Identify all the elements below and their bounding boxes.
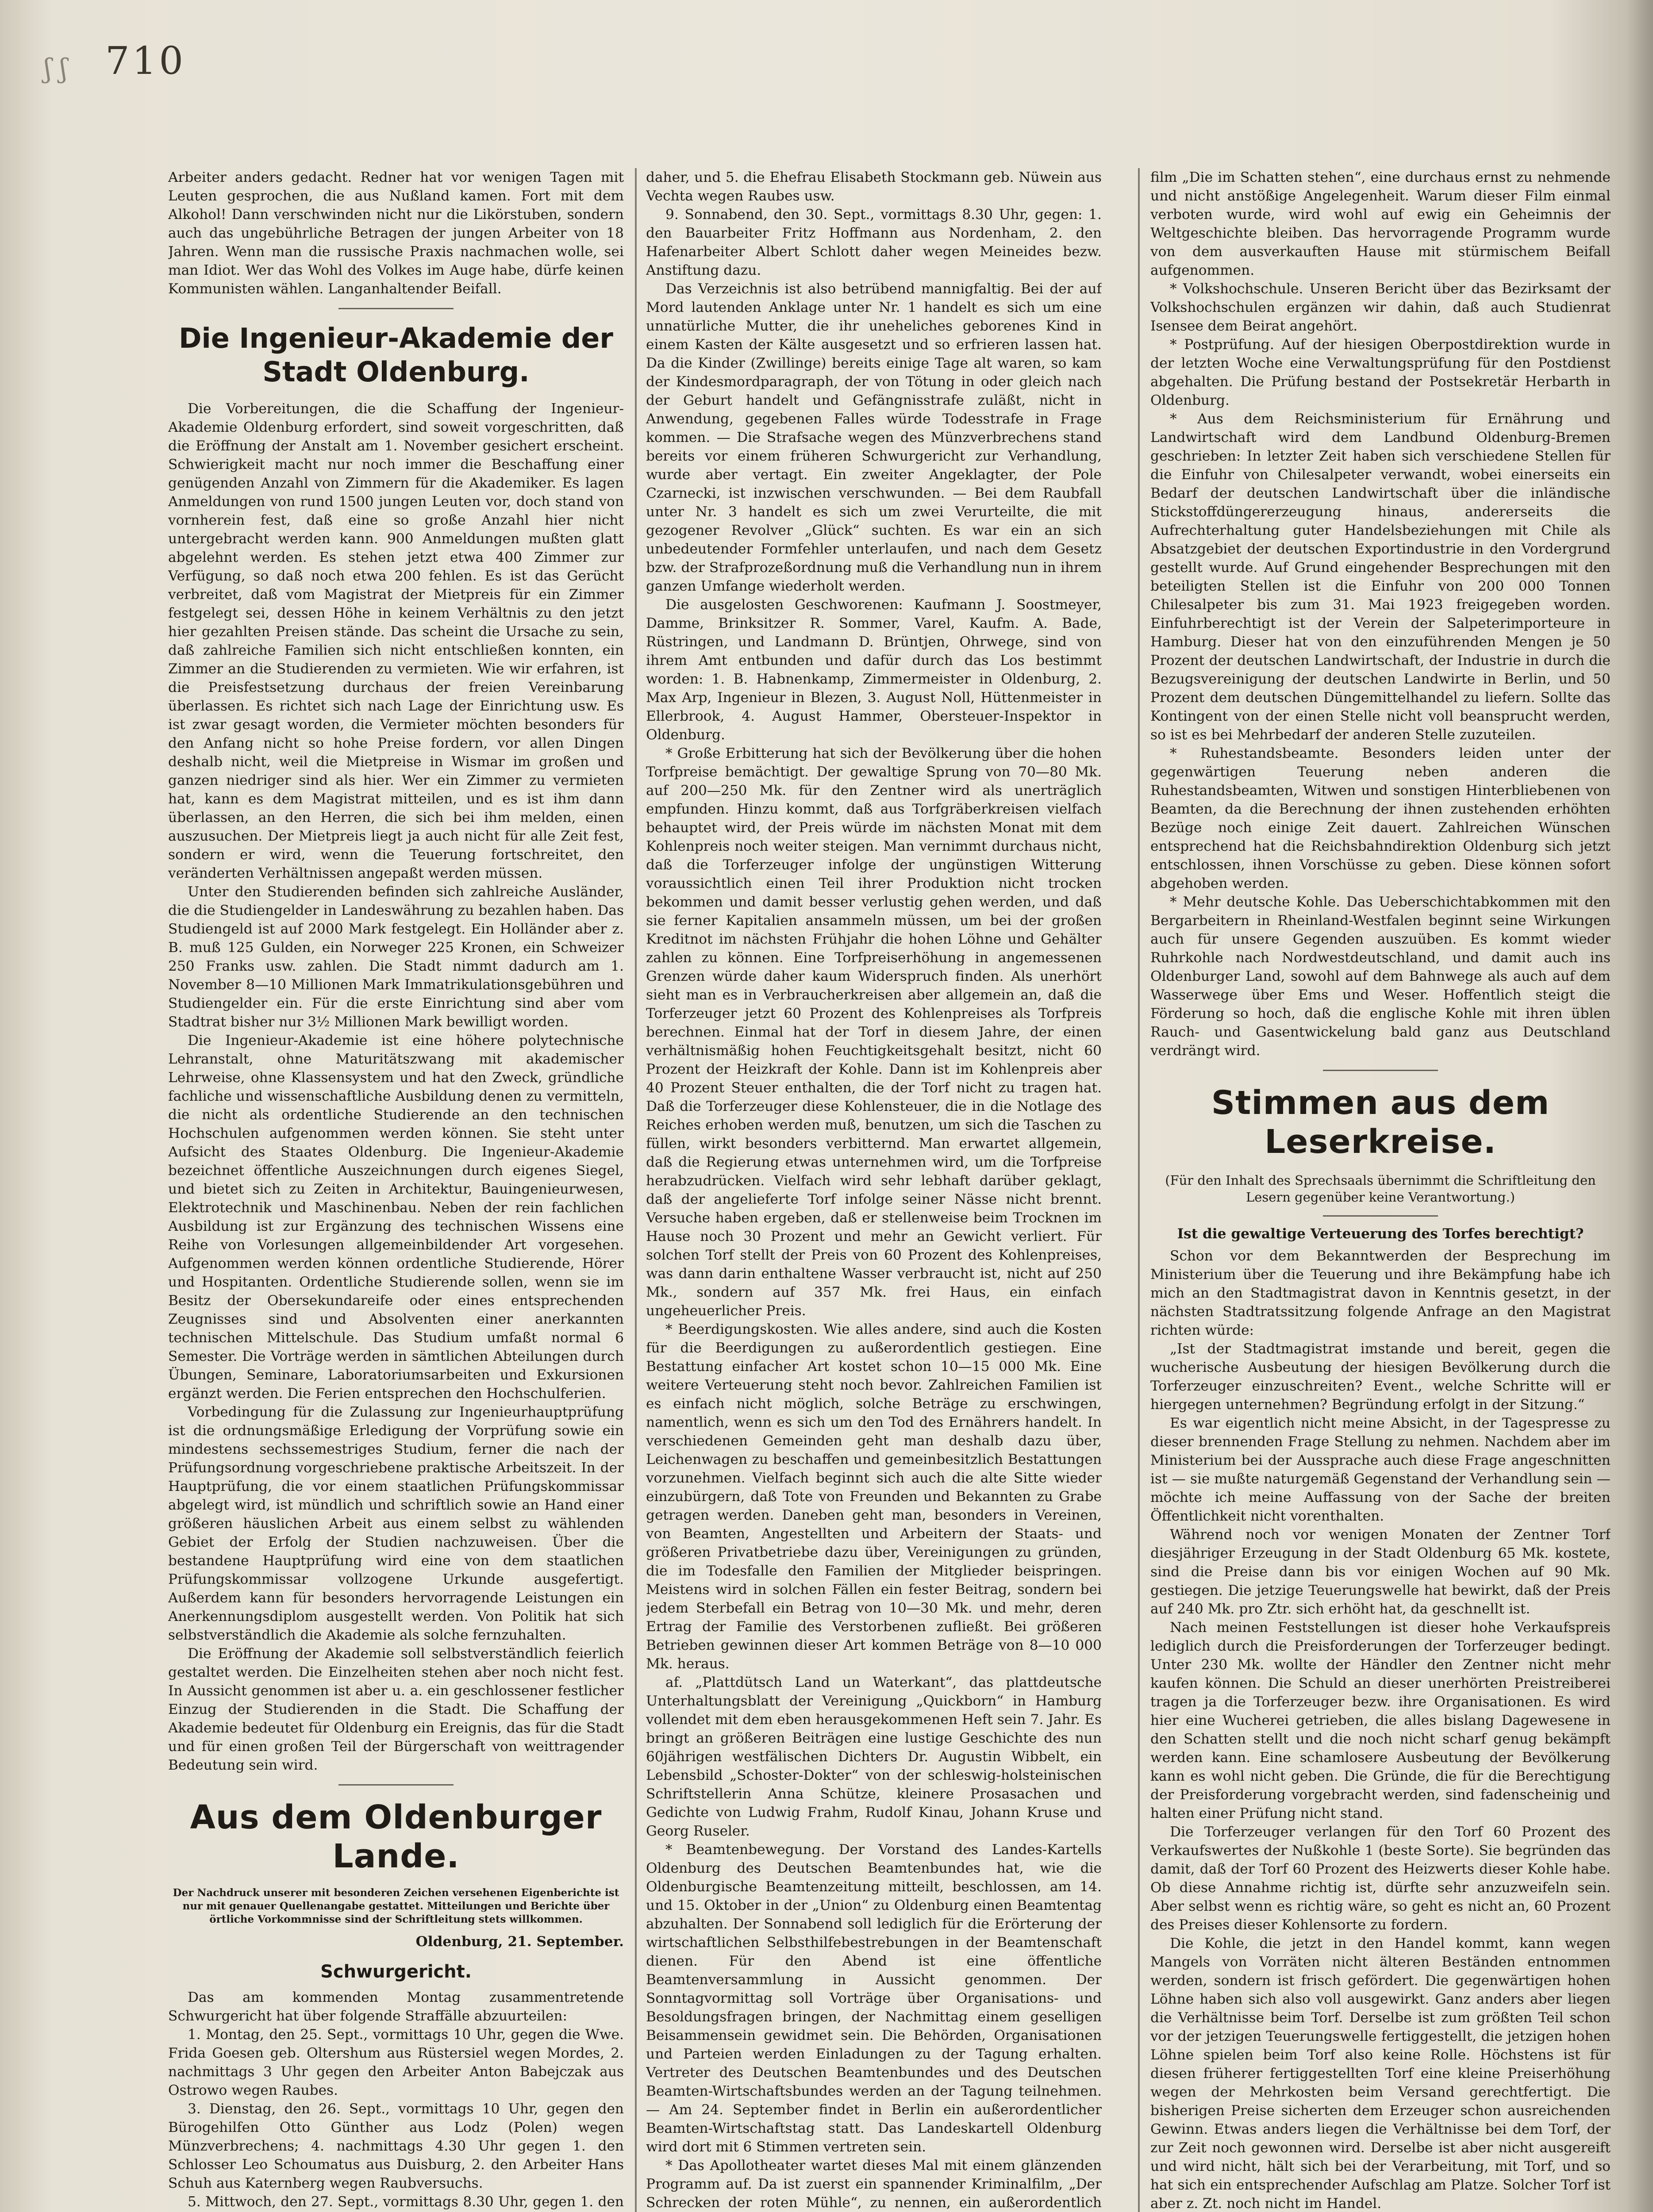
paragraph: * Postprüfung. Auf der hiesigen Oberpostdirektion wurde in der letzten Woche eine Verwaltungsprüfung für den Postdienst abgehalten. Die Prüfung bestand der Postsekretär Herbarth in Oldenburg. xyxy=(1150,337,1611,408)
paragraph: Die ausgelosten Geschworenen: Kaufmann J. Soostmeyer, Damme, Brinksitzer R. Sommer, Varel, Kaufm. A. Bade, Rüstringen, und Landmann D. Brüntjen, Ohrwege, sind von ihrem Amt entbunden und dafür durch das Los bestimmt worden: 1. B. Habnenkamp, Zimmermeister in Oldenburg, 2. Max Arp, Ingenieur in Blezen, 3. August Noll, Hüttenmeister in Ellerbrook, 4. August Hammer, Obersteuer-Inspektor in Oldenburg. xyxy=(646,597,1102,743)
column-3 xyxy=(1150,168,1611,2212)
column-2 xyxy=(646,168,1102,2212)
article-separator xyxy=(338,308,454,309)
headline-ingenieur-akademie: Die Ingenieur-Akademie der Stadt Oldenburg. xyxy=(179,322,613,388)
disclaimer: (Für den Inhalt des Sprechsaals übernimmt die Schriftleitung den Lesern gegenüber keine Verantwortung.) xyxy=(1165,1173,1596,1205)
paragraph: 5. Mittwoch, den 27. Sept., vormittags 8.30 Uhr, gegen 1. den xyxy=(188,2194,624,2210)
article-separator xyxy=(338,1784,454,1786)
paragraph: * Große Erbitterung hat sich der Bevölkerung über die hohen Torfpreise bemächtigt. Der gewaltige Sprung von 70—80 Mk. auf 200—250 Mk. für den Zentner wird als unerträglich empfunden. Hinzu kommt, daß aus Torfgräberkreisen vielfach behauptet wird, der Preis würde im nächsten Monat mit dem Kohlenpreis noch weiter steigen. Man vernimmt durchaus nicht, daß die Torferzeuger infolge der ungünstigen Witterung voraussichtlich einen Teil ihrer Produktion nicht trocken bekommen und damit besser verlustig gehen werden, und daß sie ferner Kapitalien ansammeln müssen, um bei der großen Kreditnot im nächsten Frühjahr die hohen Löhne und Gehälter zahlen zu können. Eine Torfpreiserhöhung in angemessenen Grenzen würde daher kaum Widerspruch finden. Als unerhört sieht man es in Verbraucherkreisen aber allgemein an, daß die Torferzeuger jetzt 60 Prozent des Kohlenpreises als Torfpreis berechnen. Einmal hat der Torf in diesem Jahre, der einen verhältnismäßig hohen Feuchtigkeitsgehalt besitzt, nicht 60 Prozent der Heizkraft der Kohle. Dann ist im Kohlenpreis aber 40 Prozent Steuer enthalten, die der Torf nicht zu tragen hat. Daß die Torferzeuger diese Kohlensteuer, die in die Notlage des Reiches erhoben werden muß, benutzen, um sich die Taschen zu füllen, wirkt besonders verbitternd. Man erwartet allgemein, daß die Regierung etwas unternehmen wird, um die Torfpreise herabzudrücken. Vielfach wird sehr lebhaft darüber geklagt, daß der angelieferte Torf infolge seiner Nässe nicht brennt. Versuche haben ergeben, daß er stellenweise beim Trocknen im Hause noch 30 Prozent und mehr an Gewicht verliert. Für solchen Torf stellt der Preis von 60 Prozent des Kohlenpreises, was dann darin enthaltene Wasser verbraucht ist, nicht auf 250 Mk., sondern auf 357 Mk. frei Haus, ein einfach ungeheuerlicher Preis. xyxy=(646,745,1102,1319)
section-heading-schwurgericht: Schwurgericht. xyxy=(320,1962,472,1982)
paragraph: 3. Dienstag, den 26. Sept., vormittags 10 Uhr, gegen den Bürogehilfen Otto Günther aus Lodz (Polen) wegen Münzverbrechens; 4. nachmittags 4.30 Uhr gegen 1. den Schlosser Leo Schoumatus aus Duisburg, 2. den Arbeiter Hans Schuh aus Katernberg wegen Raubversuchs. xyxy=(168,2101,624,2191)
paragraph: film „Die im Schatten stehen“, eine durchaus ernst zu nehmende und nicht anstößige Angelegenheit. Warum dieser Film einmal verboten wurde, wird wohl auf ewig ein Geheimnis der Weltgeschichte bleiben. Das hervorragende Programm wurde von dem ausverkauften Hause mit stürmischem Beifall aufgenommen. xyxy=(1150,169,1611,278)
paragraph: Die Vorbereitungen, die die Schaffung der Ingenieur-Akademie Oldenburg erfordert, sind soweit vorgeschritten, daß die Eröffnung der Anstalt am 1. November gesichert erscheint. Schwierigkeit macht nur noch immer die Beschaffung einer genügenden Anzahl von Zimmern für die Akademiker. Es lagen Anmeldungen von rund 1500 jungen Leuten vor, doch stand von vornherein fest, daß eine so große Anzahl hier nicht untergebracht werden kann. 900 Anmeldungen mußten glatt abgelehnt werden. Es stehen jetzt etwa 400 Zimmer zur Verfügung, so daß noch etwa 200 fehlen. Es ist das Gerücht verbreitet, daß vom Magistrat der Mietpreis für ein Zimmer festgelegt sei, dessen Höhe in keinem Verhältnis zu den jetzt hier gezahlten Preisen stände. Das scheint die Ursache zu sein, daß zahlreiche Familien sich nicht entschließen konnten, ein Zimmer an die Studierenden zu vermieten. Wie wir erfahren, ist die Preisfestsetzung durchaus der freien Vereinbarung überlassen. Es richtet sich nach Lage der Einrichtung usw. Es ist zwar gesagt worden, die Vermieter möchten besonders für den Anfang nicht so hohe Preise fordern, vor allen Dingen deshalb nicht, weil die Mietpreise in Wismar im großen und ganzen niedriger sind als hier. Wer ein Zimmer zu vermieten hat, kann es dem Magistrat mitteilen, und es ist ihm dann überlassen, an den Herren, die sich bei ihm melden, einen auszusuchen. Der Mietpreis liegt ja auch nicht für alle Zeit fest, sondern er wird, wenn die Teuerung fortschreitet, den veränderten Verhältnissen angepaßt werden müssen. xyxy=(168,401,624,881)
paragraph: Vorbedingung für die Zulassung zur Ingenieurhauptprüfung ist die ordnungsmäßige Erledigung der Vorprüfung sowie ein mindestens sechssemestriges Studium, ferner die nach der Prüfungsordnung vorgeschriebene praktische Arbeitszeit. In der Hauptprüfung, die vor einem staatlichen Prüfungskommissar abgelegt wird, ist mündlich und schriftlich sowie an Hand einer größeren häuslichen Arbeit aus einem selbst zu wählenden Gebiet der Erfolg der Studien nachzuweisen. Über die bestandene Hauptprüfung wird eine von dem staatlichen Prüfungskommissar vollzogene Urkunde ausgefertigt. Außerdem kann für besonders hervorragende Leistungen ein Anerkennungsdiplom ausgestellt werden. Von Politik hat sich selbstverständlich die Akademie als solche fernzuhalten. xyxy=(168,1404,624,1643)
paragraph: Das am kommenden Montag zusammentretende Schwurgericht hat über folgende Straffälle abzuurteilen: xyxy=(168,1989,624,2024)
paragraph: Die Kohle, die jetzt in den Handel kommt, kann wegen Mangels von Vorräten nicht älteren Beständen entnommen werden, sondern ist frisch gefördert. Die gegenwärtigen hohen Löhne haben sich also voll ausgewirkt. Ganz anders aber liegen die Verhältnisse beim Torf. Derselbe ist zum größten Teil schon vor der jetzigen Teuerungswelle fertiggestellt, die jetzigen hohen Löhne spielen beim Torf also keine Rolle. Höchstens ist für diesen früherer fertiggestellten Torf eine kleine Preiserhöhung wegen der Mehrkosten beim Versand gerechtfertigt. Die bisherigen Preise sicherten dem Erzeuger schon ausreichenden Gewinn. Etwas anders liegen die Verhältnisse bei dem Torf, der zur Zeit noch gewonnen wird. Derselbe ist aber nicht ausgereift und wird nicht, hält sich bei der Verarbeitung, mit Torf, und so hat sich ein entsprechender Aufschlag am Platze. Solcher Torf ist aber z. Zt. noch nicht im Handel. xyxy=(1150,1936,1611,2212)
paragraph: * Mehr deutsche Kohle. Das Ueberschichtabkommen mit den Bergarbeitern in Rheinland-Westfalen beginnt seine Wirkungen auch für unsere Gegenden auszuüben. Es kommt wieder Ruhrkohle nach Nordwestdeutschland, und damit auch ins Oldenburger Land, sowohl auf dem Bahnwege als auch auf dem Wasserwege über Ems und Weser. Hoffentlich steigt die Förderung so hoch, daß die englische Kohle mit ihren üblen Rauch- und Gasentwickelung bald ganz aus Deutschland verdrängt wird. xyxy=(1150,894,1611,1059)
paragraph: * Beamtenbewegung. Der Vorstand des Landes-Kartells Oldenburg des Deutschen Beamtenbundes hat, wie die Oldenburgische Beamtenzeitung mitteilt, beschlossen, am 14. und 15. Oktober in der „Union“ zu Oldenburg einen Beamtentag abzuhalten. Der Sonnabend soll lediglich für die Erörterung der wirtschaftlichen Selbsthilfebestrebungen in der Beamtenschaft dienen. Für den Abend ist eine öffentliche Beamtenversammlung in Aussicht genommen. Der Sonntagvormittag soll Vorträge über Organisations- und Besoldungsfragen bringen, der Nachmittag einem geselligen Beisammensein gewidmet sein. Die Behörden, Organisationen und Parteien werden Einladungen zu der Tagung erhalten. Vertreter des Deutschen Beamtenbundes und des Deutschen Beamten-Wirtschaftsbundes werden an der Tagung teilnehmen. — Am 24. September findet in Berlin ein außerordentlicher Beamten-Wirtschaftstag statt. Das Landeskartell Oldenburg wird dort mit 6 Stimmen vertreten sein. xyxy=(646,1842,1102,2155)
headline-oldenburger-lande: Aus dem Oldenburger Lande. xyxy=(190,1798,602,1875)
paragraph: * Volkshochschule. Unseren Bericht über das Bezirksamt der Volkshochschulen ergänzen wir dahin, daß auch Studienrat Isensee dem Beirat angehört. xyxy=(1150,281,1611,334)
page-number: 710 xyxy=(105,39,186,83)
paragraph: Die Eröffnung der Akademie soll selbstverständlich feierlich gestaltet werden. Die Einzelheiten stehen aber noch nicht fest. In Aussicht genommen ist aber u. a. ein geschlossener festlicher Einzug der Studierenden in die Stadt. Die Schaffung der Akademie bedeutet für Oldenburg ein Ereignis, das für die Stadt und für einen großen Teil der Bürgerschaft von weittragender Bedeutung sein wird. xyxy=(168,1646,624,1773)
reprint-note: Der Nachdruck unserer mit besonderen Zeichen versehenen Eigenberichte ist nur mit genauer Quellenangabe gestattet. Mitteilungen und Berichte über örtliche Vorkommnisse sind der Schriftleitung stets willkommen. xyxy=(173,1887,619,1925)
page-edge-shadow xyxy=(1626,0,1653,2212)
paragraph: * Aus dem Reichsministerium für Ernährung und Landwirtschaft wird dem Landbund Oldenburg-Bremen geschrieben: In letzter Zeit haben sich verschiedene Stellen für die Einfuhr von Chilesalpeter verwandt, wobei einerseits ein Bedarf der deutschen Landwirtschaft über die inländische Stickstoffdüngererzeugung hinaus, andererseits die Aufrechterhaltung guter Handelsbeziehungen mit Chile als Absatzgebiet der deutschen Exportindustrie in den Vordergrund gestellt wurde. Auf Grund eingehender Besprechungen mit den beteiligten Stellen ist die Einfuhr von 200 000 Tonnen Chilesalpeter bis zum 31. Mai 1923 freigegeben worden. Einfuhrberechtigt ist der Verein der Salpeterimporteure in Hamburg. Dieser hat von den einzuführenden Mengen je 50 Prozent der deutschen Landwirtschaft, der Industrie in durch die Bezugsvereinigung der deutschen Landwirte in Berlin, und 50 Prozent dem deutschen Düngemittelhandel zu liefern. Sollte das Kontingent von der einen Stelle nicht voll beansprucht werden, so ist es bei Mehrbedarf der anderen Stelle zuzuteilen. xyxy=(1150,411,1611,743)
paragraph: daher, und 5. die Ehefrau Elisabeth Stockmann geb. Nüwein aus Vechta wegen Raubes usw. xyxy=(646,169,1102,204)
edge-marks: ʃ ʃ xyxy=(44,53,67,84)
article-separator xyxy=(1323,1070,1438,1071)
article-separator xyxy=(1323,1215,1438,1217)
column-divider-2 xyxy=(1138,168,1140,2212)
paragraph: Es war eigentlich nicht meine Absicht, in der Tagespresse zu dieser brennenden Frage Stellung zu nehmen. Nachdem aber im Ministerium bei der Aussprache auch diese Frage angeschnitten ist — sie mußte naturgemäß Gegenstand der Verhandlung sein — möchte ich meine Auffassung von der Sache der breiten Öffentlichkeit nicht vorenthalten. xyxy=(1150,1415,1611,1524)
paragraph: af. „Plattdütsch Land un Waterkant“, das plattdeutsche Unterhaltungsblatt der Vereinigung „Quickborn“ in Hamburg vollendet mit dem eben herausgekommenen Heft sein 7. Jahr. Es bringt an größeren Beiträgen eine lustige Geschichte des nun 60jährigen westfälischen Dichters Dr. Augustin Wibbelt, ein Lebensbild „Schoster-Dokter“ von der schleswig-holsteinischen Schriftstellerin Anna Schütze, kleinere Prosasachen und Gedichte von Ludwig Frahm, Rudolf Kinau, Johann Kruse und Georg Ruseler. xyxy=(646,1674,1102,1839)
paragraph: Die Torferzeuger verlangen für den Torf 60 Prozent des Verkaufswertes der Nußkohle 1 (beste Sorte). Sie begründen das damit, daß der Torf 60 Prozent des Heizwerts dieser Kohle habe. Ob diese Annahme richtig ist, dürfte sehr anzuzweifeln sein. Aber selbst wenn es richtig wäre, so geht es nicht an, 60 Prozent des Preises dieser Kohlensorte zu fordern. xyxy=(1150,1824,1611,1933)
paragraph: * Ruhestandsbeamte. Besonders leiden unter der gegenwärtigen Teuerung neben anderen die Ruhestandsbeamten, Witwen und sonstigen Hinterbliebenen von Beamten, da die Berechnung der ihnen zustehenden erhöhten Bezüge noch einige Zeit dauert. Zahlreichen Wünschen entsprechend hat die Reichsbahndirektion Oldenburg sich jetzt entschlossen, ihnen Vorschüsse zu geben. Diese können sofort abgehoben werden. xyxy=(1150,745,1611,891)
paragraph: 9. Sonnabend, den 30. Sept., vormittags 8.30 Uhr, gegen: 1. den Bauarbeiter Fritz Hoffmann aus Nordenham, 2. den Hafenarbeiter Albert Schlott daher wegen Meineides bezw. Anstiftung dazu. xyxy=(646,207,1102,278)
dateline: Oldenburg, 21. September. xyxy=(415,1934,624,1950)
article-continuation: Arbeiter anders gedacht. Redner hat vor wenigen Tagen mit Leuten gesprochen, die aus Nußland kamen. Fort mit dem Alkohol! Dann verschwinden nicht nur die Likörstuben, sondern auch das ungebührliche Betragen der jungen Arbeiter von 18 Jahren. Wenn man die russische Praxis nachmachen wolle, sei man Idiot. Wer das Wohl des Volkes im Auge habe, dürfe keinen Kommunisten wählen. Langanhaltender Beifall. xyxy=(168,169,624,297)
paragraph: Nach meinen Feststellungen ist dieser hohe Verkaufspreis lediglich durch die Preisforderungen der Torferzeuger bedingt. Unter 230 Mk. wollte der Händler den Zentner nicht mehr kaufen können. Die Schuld an dieser unerhörten Preistreiberei tragen ja die Torferzeuger bezw. ihre Organisationen. Es wird hier eine Wucherei getrieben, die alles bislang Dagewesene in den Schatten stellt und die noch nicht scharf genug bekämpft werden kann. Eine schamlosere Ausbeutung der Bevölkerung kann es wohl nicht geben. Die Gründe, die für die Berechtigung der Preisforderung vorgebracht werden, sind fadenscheinig und halten einer Prüfung nicht stand. xyxy=(1150,1620,1611,1821)
paragraph: Die Ingenieur-Akademie ist eine höhere polytechnische Lehranstalt, ohne Maturitätszwang mit akademischer Lehrweise, ohne Klassensystem und hat den Zweck, gründliche fachliche und wissenschaftliche Ausbildung denen zu vermitteln, die nicht als ordentliche Studierende an den technischen Hochschulen aufgenommen werden können. Sie steht unter Aufsicht des Staates Oldenburg. Die Ingenieur-Akademie bezeichnet öffentliche Auszeichnungen durch eigenes Siegel, und bietet sich zu Zeiten in Architektur, Bauingenieurwesen, Elektrotechnik und Maschinenbau. Neben der rein fachlichen Ausbildung ist zur Ergänzung des technischen Wissens eine Reihe von Vorlesungen allgemeinbildender Art vorgesehen. Aufgenommen werden können ordentliche Studierende, Hörer und Hospitanten. Ordentliche Studierende sollen, wenn sie im Besitz der Obersekundareife oder eines entsprechenden Zeugnisses sind und Absolventen einer anerkannten technischen Mittelschule. Das Studium umfaßt normal 6 Semester. Die Vorträge werden in sämtlichen Abteilungen durch Übungen, Seminare, Laboratoriumsarbeiten und Exkursionen ergänzt werden. Die Ferien entsprechen den Hochschulferien. xyxy=(168,1033,624,1402)
paragraph: Während noch vor wenigen Monaten der Zentner Torf diesjähriger Erzeugung in der Stadt Oldenburg 65 Mk. kostete, sind die Preise dann bis vor einigen Wochen auf 90 Mk. gestiegen. Die jetzige Teuerungswelle hat bewirkt, daß der Preis auf 240 Mk. pro Ztr. sich erhöht hat, da geschnellt ist. xyxy=(1150,1527,1611,1617)
paragraph: Schon vor dem Bekanntwerden der Besprechung im Ministerium über die Teuerung und ihre Bekämpfung habe ich mich an den Stadtmagistrat davon in Kenntnis gesetzt, in der nächsten Stadtratssitzung folgende Anfrage an den Magistrat richten würde: xyxy=(1150,1248,1611,1338)
column-divider-1 xyxy=(635,168,637,2212)
headline-leserkreise: Stimmen aus dem Leserkreise. xyxy=(1211,1084,1550,1161)
column-1 xyxy=(168,168,624,2212)
paragraph: Unter den Studierenden befinden sich zahlreiche Ausländer, die die Studiengelder in Landeswährung zu bezahlen haben. Das Studiengeld ist auf 2000 Mark festgelegt. Ein Holländer aber z. B. muß 125 Gulden, ein Norweger 225 Kronen, ein Schweizer 250 Franks usw. zahlen. Die Stadt nimmt dadurch am 1. November 8—10 Millionen Mark Immatrikulationsgebühren und Studiengelder ein. Für die erste Einrichtung sind aber vom Stadtrat bisher nur 3½ Millionen Mark bewilligt worden. xyxy=(168,884,624,1030)
letter-title: Ist die gewaltige Verteuerung des Torfes berechtigt? xyxy=(1177,1226,1584,1242)
paragraph: 1. Montag, den 25. Sept., vormittags 10 Uhr, gegen die Wwe. Frida Goesen geb. Oltershum aus Rüstersiel wegen Mordes, 2. nachmittags 3 Uhr gegen den Arbeiter Anton Babejczak aus Ostrowo wegen Raubes. xyxy=(168,2027,624,2098)
paragraph: * Das Apollotheater wartet dieses Mal mit einem glänzenden Programm auf. Da ist zuerst ein spannender Kriminalfilm, „Der Schrecken der roten Mühle“, zu nennen, ein außerordentlich xyxy=(646,2158,1102,2211)
paragraph: Das Verzeichnis ist also betrübend mannigfaltig. Bei der auf Mord lautenden Anklage unter Nr. 1 handelt es sich um eine unnatürliche Mutter, die ihr uneheliches geborenes Kind in einem Kasten der Kälte ausgesetzt und so erfrieren lassen hat. Da die Kinder (Zwillinge) bereits einige Tage alt waren, so kam der Kindesmordparagraph, der von Tötung in oder gleich nach der Geburt handelt und Gefängnisstrafe zuläßt, nicht in Anwendung, gegebenen Falles würde Todesstrafe in Frage kommen. — Die Strafsache wegen des Münzverbrechens stand bereits vor einem früheren Schwurgericht zur Verhandlung, wurde aber vertagt. Ein zweiter Angeklagter, der Pole Czarnecki, ist inzwischen verschwunden. — Bei dem Raubfall unter Nr. 3 handelt es sich um zwei Verurteilte, die mit gezogener Revolver „Glück“ suchten. Es war ein an sich unbedeutender Formfehler unterlaufen, und nach dem Gesetz bzw. der Strafprozeßordnung muß die Verhandlung nun in ihrem ganzen Umfange wiederholt werden. xyxy=(646,281,1102,594)
paragraph: „Ist der Stadtmagistrat imstande und bereit, gegen die wucherische Ausbeutung der hiesigen Bevölkerung durch die Torferzeuger einzuschreiten? Event., welche Schritte will er hiergegen unternehmen? Begründung erfolgt in der Sitzung.“ xyxy=(1150,1341,1611,1413)
paragraph: * Beerdigungskosten. Wie alles andere, sind auch die Kosten für die Beerdigungen zu außerordentlich gestiegen. Eine Bestattung einfacher Art kostet schon 10—15 000 Mk. Eine weitere Verteuerung steht noch bevor. Zahlreichen Familien ist es einfach nicht möglich, solche Beträge zu erschwingen, namentlich, wenn es sich um den Tod des Ernährers handelt. In verschiedenen Gemeinden geht man deshalb dazu über, Leichenwagen zu beschaffen und gemeinbesitzlich Bestattungen vorzunehmen. Vielfach beginnt sich auch die alte Sitte wieder einzubürgern, daß Tote von Freunden und Bekannten zu Grabe getragen werden. Daneben geht man, besonders in Vereinen, von Beamten, Angestellten und Arbeitern der Staats- und größeren Privatbetriebe dazu über, Vereinigungen zu gründen, die im Todesfalle den Familien der Mitglieder beispringen. Meistens wird in solchen Fällen ein fester Beitrag, sondern bei jedem Sterbefall ein Betrag von 10—30 Mk. und mehr, deren Ertrag der Familie des Verstorbenen zufließt. Bei größeren Betrieben gewinnen dieser Art kommen Beträge von 8—10 000 Mk. heraus. xyxy=(646,1321,1102,1672)
